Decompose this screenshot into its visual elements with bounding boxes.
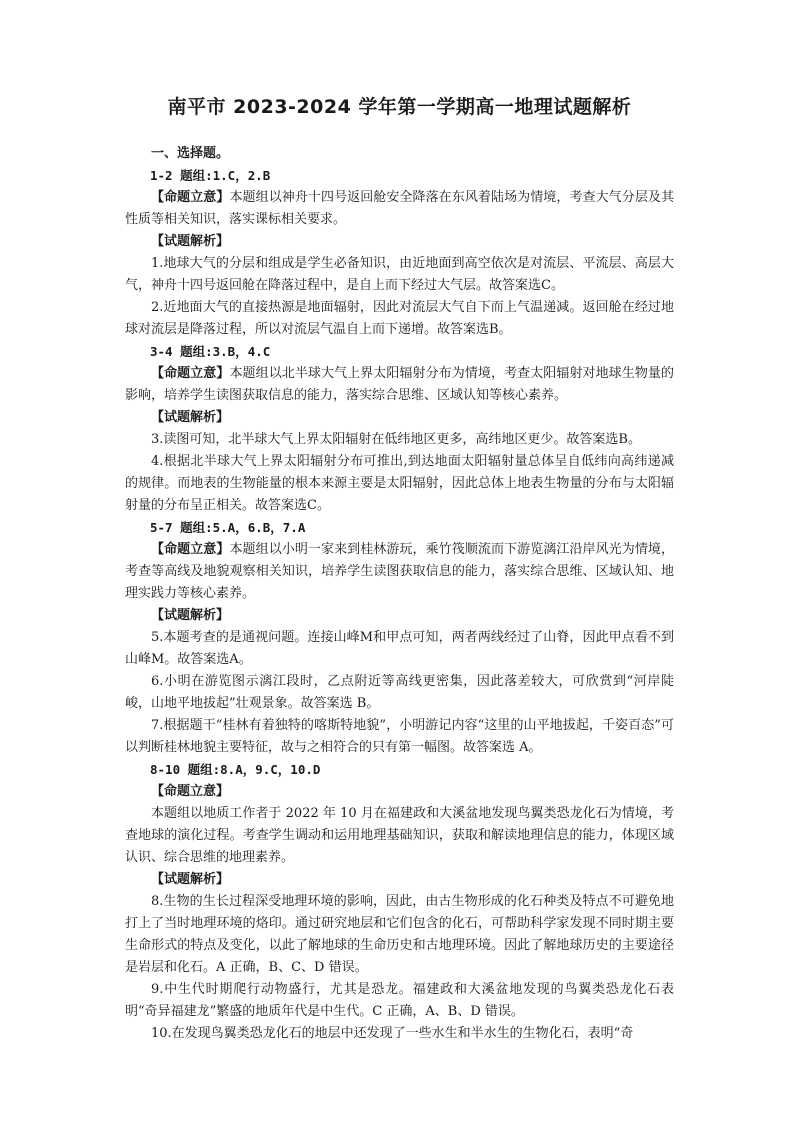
intent-text: 本题组以神舟十四号返回舱安全降落在东风着陆场为情境，考查大气分层及其性质等相关知识，落实课标相关要求。	[125, 190, 674, 227]
answer-q10: 10.在发现鸟翼类恐龙化石的地层中还发现了一些水生和半水生的生物化石，表明“奇	[151, 1026, 634, 1041]
answer-q9: 9.中生代时期爬行动物盛行，尤其是恐龙。福建政和大溪盆地发现的鸟翼类恐龙化石表明“奇异福建龙”繁盛的地质年代是中生代。C 正确，A、B、D 错误。	[125, 982, 674, 1019]
group-header-1-2: 1-2 题组:1.C，2.B	[150, 168, 271, 183]
answer-q7: 7.根据题干“桂林有着独特的喀斯特地貌”，小明游记内容“这里的山平地拔起，千姿百态”可以判断桂林地貌主要特征，故与之相符合的只有第一幅图。故答案选 A。	[125, 718, 674, 755]
answer-q6: 6.小明在游览图示漓江段时，乙点附近等高线更密集，因此落差较大，可欣赏到“河岸陡峻，山地平地拔起”壮观景象。故答案选 B。	[125, 674, 674, 711]
section-heading: 一、选择题。	[151, 146, 230, 161]
intent-paragraph-2	[125, 363, 674, 407]
group-header-5-7: 5-7 题组:5.A，6.B，7.A	[150, 520, 306, 535]
group-header-3-4: 3-4 题组:3.B，4.C	[150, 344, 271, 359]
analysis-tag-4: 【试题解析】	[151, 872, 230, 887]
intent-paragraph-3	[125, 539, 674, 605]
intent-paragraph-4: 本题组以地质工作者于 2022 年 10 月在福建政和大溪盆地发现鸟翼类恐龙化石为情境，考查地球的演化过程。考查学生调动和运用地理基础知识，获取和解读地理信息的能力，体现区域认识、综合思维的地理素养。	[125, 806, 674, 865]
answer-q4: 4.根据北半球大气上界太阳辐射分布可推出,到达地面太阳辐射量总体呈自低纬向高纬递减的规律。而地表的生物能量的根本来源主要是太阳辐射，因此总体上地表生物量的分布与太阳辐射量的分布呈正相关。故答案选C。	[125, 454, 674, 513]
answer-q2: 2.近地面大气的直接热源是地面辐射，因此对流层大气自下而上气温递减。返回舱在经过地球对流层是降落过程，所以对流层气温自上而下递增。故答案选B。	[125, 300, 674, 337]
intent-paragraph-1	[125, 187, 674, 231]
intent-text: 本题组以小明一家来到桂林游玩，乘竹筏顺流而下游览漓江沿岸风光为情境，考查等高线及地貌观察相关知识，培养学生读图获取信息的能力，落实综合思维、区域认知、地理实践力等核心素养。	[125, 542, 674, 601]
page-title: 南平市 2023-2024 学年第一学期高一地理试题解析	[167, 96, 632, 118]
intent-tag: 【命题立意】	[151, 190, 230, 205]
intent-tag: 【命题立意】	[151, 542, 230, 557]
intent-text: 本题组以北半球大气上界太阳辐射分布为情境，考查太阳辐射对地球生物量的影响，培养学生读图获取信息的能力，落实综合思维、区域认知等核心素养。	[125, 366, 674, 403]
intent-tag: 【命题立意】	[151, 366, 230, 381]
intent-tag-4: 【命题立意】	[151, 784, 230, 799]
answer-q5: 5.本题考查的是通视问题。连接山峰M和甲点可知，两者两线经过了山脊，因此甲点看不到山峰M。故答案选A。	[125, 630, 674, 667]
analysis-tag-3: 【试题解析】	[151, 608, 230, 623]
analysis-tag-1: 【试题解析】	[151, 234, 230, 249]
analysis-tag-2: 【试题解析】	[151, 410, 230, 425]
group-header-8-10: 8-10 题组:8.A，9.C，10.D	[150, 762, 321, 777]
answer-q1: 1.地球大气的分层和组成是学生必备知识，由近地面到高空依次是对流层、平流层、高层大气，神舟十四号返回舱在降落过程中，是自上而下经过大气层。故答案选C。	[125, 256, 674, 293]
answer-q3: 3.读图可知，北半球大气上界太阳辐射在低纬地区更多，高纬地区更少。故答案选B。	[151, 432, 641, 447]
answer-q8: 8.生物的生长过程深受地理环境的影响，因此，由古生物形成的化石种类及特点不可避免地打上了当时地理环境的烙印。通过研究地层和它们包含的化石，可帮助科学家发现不同时期主要生命形式的特点及变化，以此了解地球的生命历史和古地理环境。因此了解地球历史的主要途径是岩层和化石。A 正确，B、C、D 错误。	[125, 894, 674, 975]
